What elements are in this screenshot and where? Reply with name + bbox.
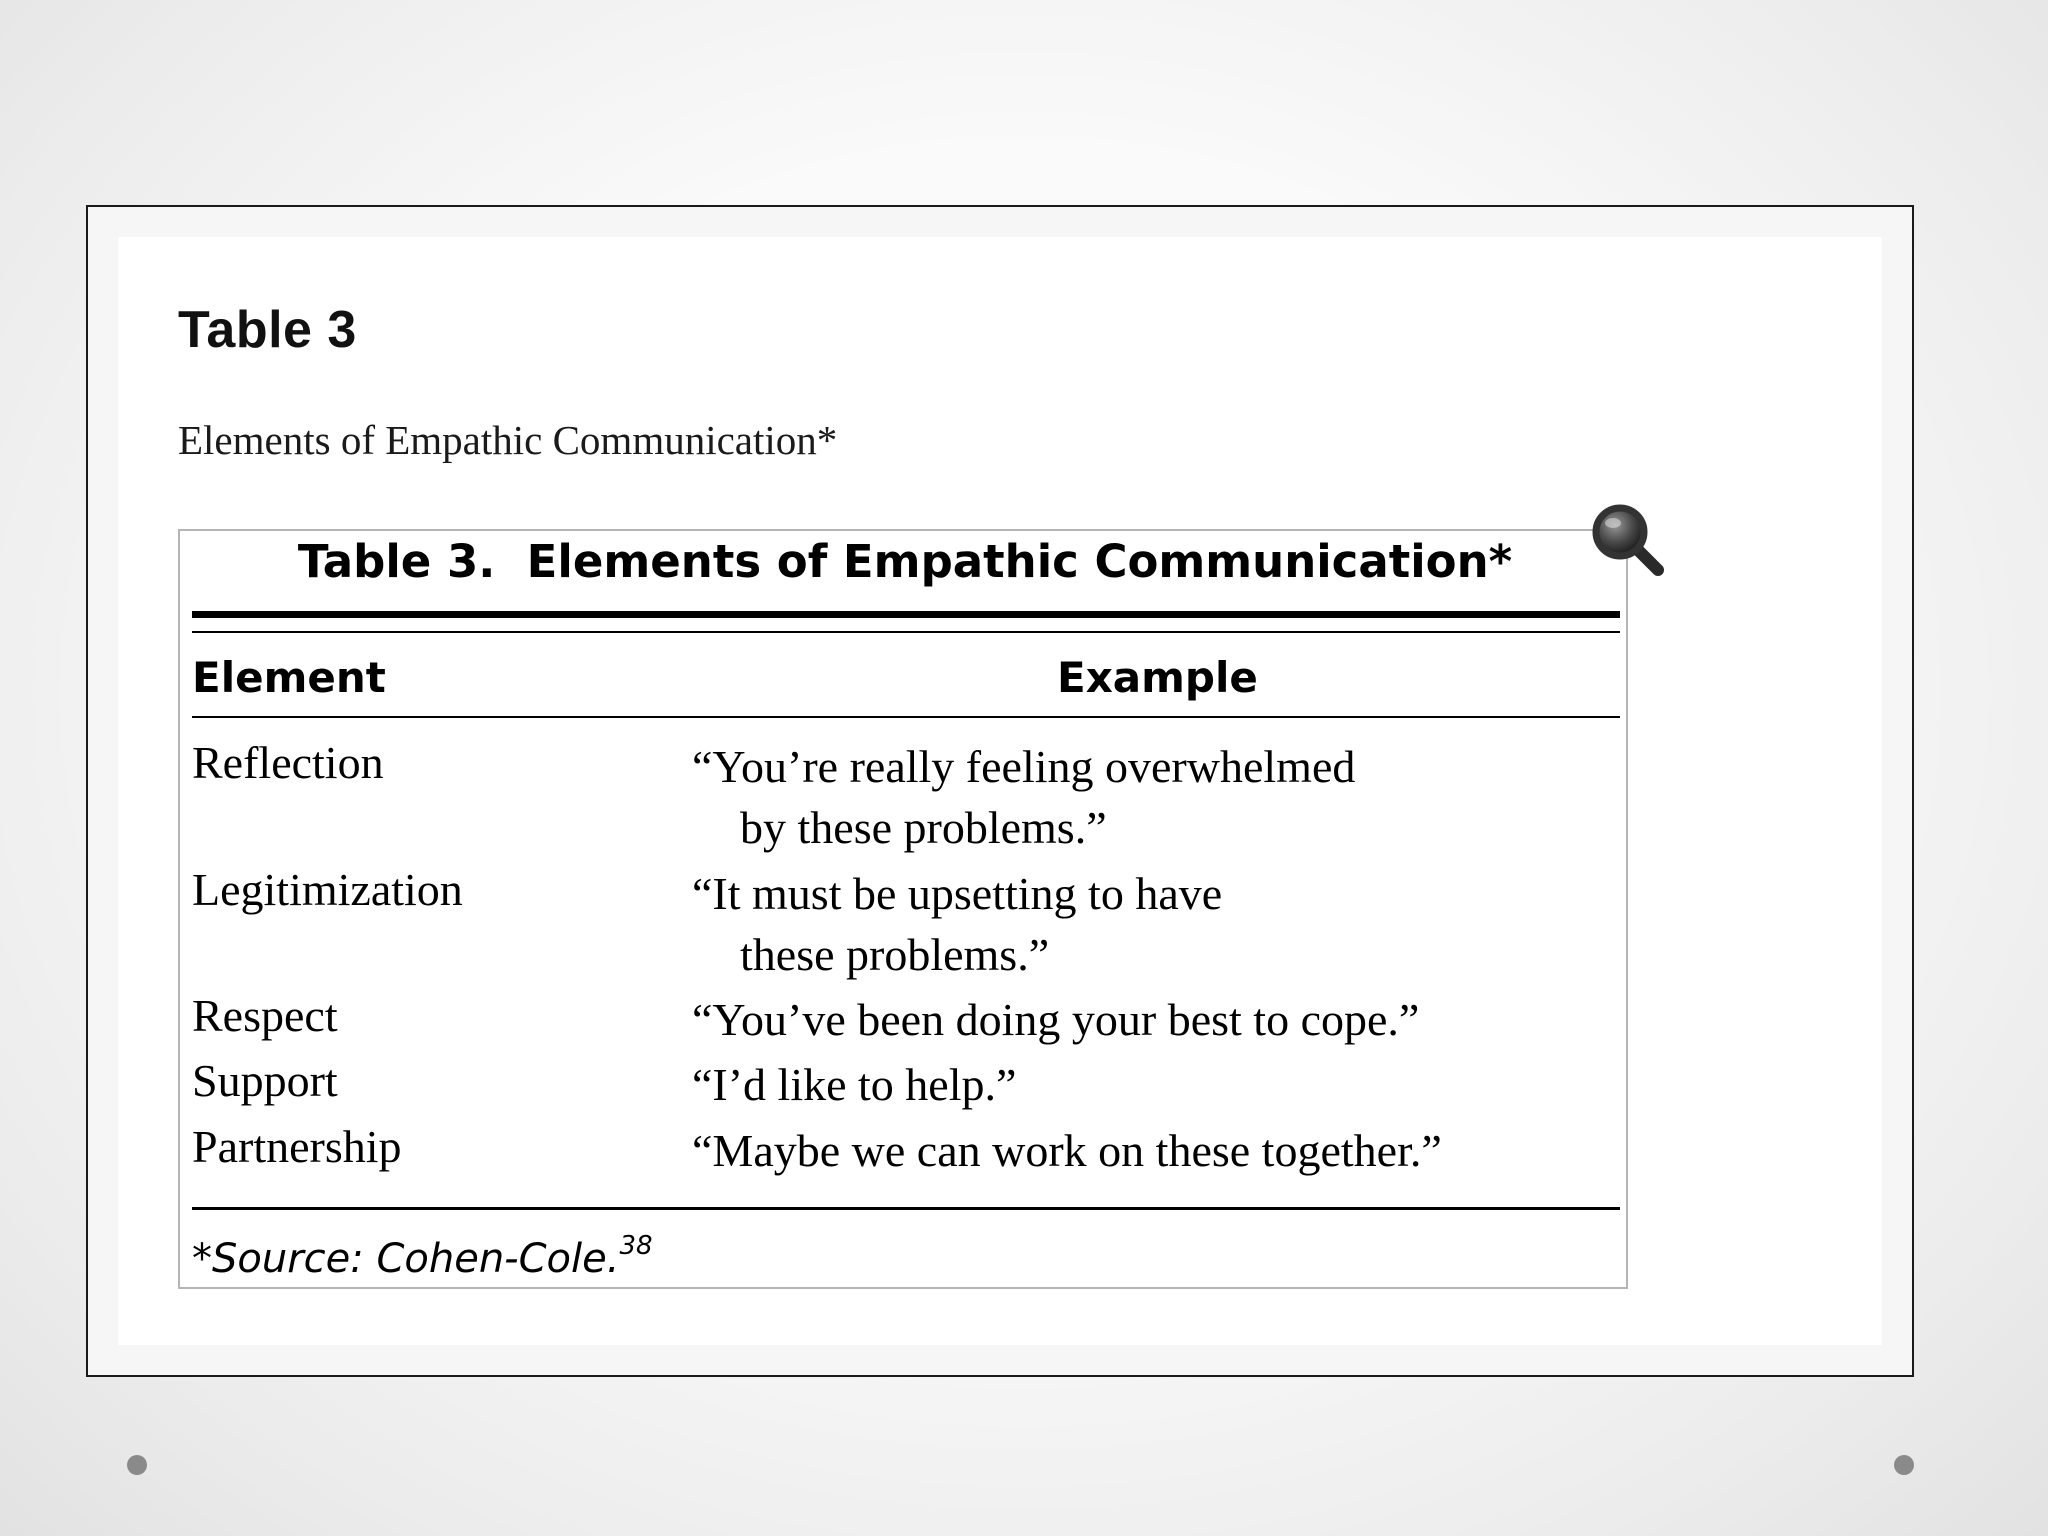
- column-header-example: Example: [1057, 653, 1258, 702]
- row-example-respect: “You’ve been doing your best to cope.”: [692, 994, 1420, 1045]
- table-footnote: [192, 1231, 653, 1282]
- column-header-element: Element: [192, 653, 386, 702]
- row-example-support: “I’d like to help.”: [692, 1059, 1017, 1110]
- nav-dot-previous[interactable]: [127, 1455, 147, 1475]
- example-line-continued: by these problems.”: [740, 802, 1107, 853]
- row-element-partnership: Partnership: [192, 1121, 402, 1172]
- footnote-source: Source: Cohen-Cole.: [212, 1236, 620, 1282]
- row-element-legitimization: Legitimization: [192, 864, 463, 915]
- row-example-reflection: [692, 736, 1622, 858]
- row-example-legitimization: [692, 863, 1622, 985]
- top-thick-rule: [192, 611, 1620, 618]
- example-line: “It must be upsetting to have: [692, 868, 1223, 919]
- slide-subtitle: Elements of Empathic Communication*: [178, 417, 838, 463]
- top-thin-rule: [192, 631, 1620, 633]
- header-rule: [192, 716, 1620, 718]
- magnifier-icon[interactable]: [1590, 502, 1666, 578]
- table-title: Table 3. Elements of Empathic Communication*: [297, 535, 1513, 588]
- nav-dot-next[interactable]: [1894, 1455, 1914, 1475]
- row-element-support: Support: [192, 1055, 338, 1106]
- footnote-asterisk: *: [192, 1236, 212, 1282]
- row-element-respect: Respect: [192, 990, 338, 1041]
- table-image: [178, 529, 1628, 1289]
- row-example-partnership: “Maybe we can work on these together.”: [692, 1125, 1442, 1176]
- footnote-reference: 38: [619, 1231, 653, 1261]
- bottom-rule: [192, 1207, 1620, 1210]
- example-line-continued: these problems.”: [740, 929, 1050, 980]
- slide-heading: Table 3: [178, 301, 357, 359]
- row-element-reflection: Reflection: [192, 737, 384, 788]
- example-line: “You’re really feeling overwhelmed: [692, 741, 1356, 792]
